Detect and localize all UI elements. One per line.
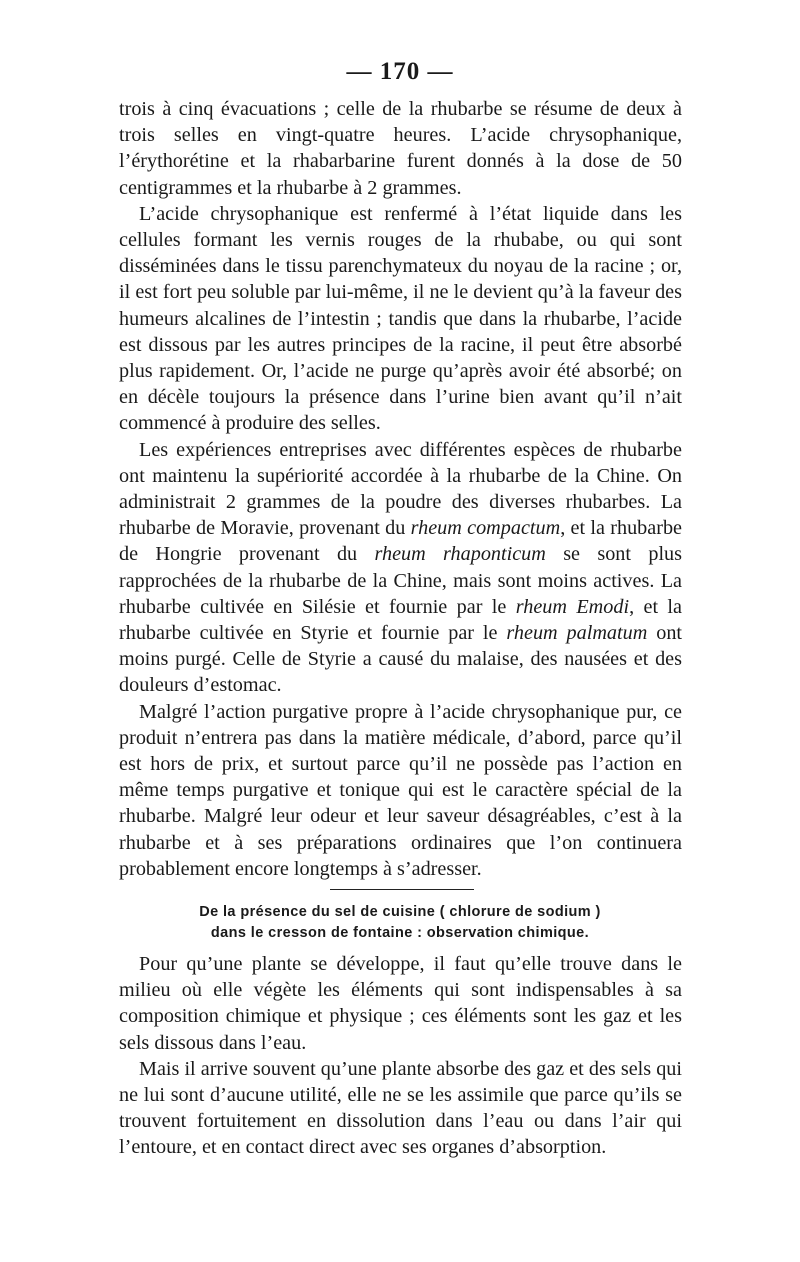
paragraph-3-text-e: ont moins purgé. Celle de Styrie a causé du malaise, des nausées et des douleurs d’estomac. [119, 622, 683, 697]
page-number: — 170 — [346, 58, 454, 85]
species-rheum-rhaponticum: rheum rhaponticum [374, 543, 546, 566]
section-paragraph-1: Pour qu’une plante se développe, il faut qu’elle trouve dans le milieu où elle végète les éléments qui sont indispensables à sa composition chimique et physique ; ces éléments sont les gaz et les sels dissous dans l’eau. [119, 953, 682, 1054]
paragraph-3-text-a: Les expériences entreprises avec différentes espèces de rhubarbe ont maintenu la supériorité accordée à la rhubarbe de la Chine. On administrait 2 grammes de la poudre des diverses rhubarbes. La rhubarbe de Moravie, provenant du [119, 438, 682, 540]
section-text [119, 951, 682, 1161]
species-rheum-compactum: rheum compactum [410, 517, 561, 540]
paragraph-1: trois à cinq évacuations ; celle de la rhubarbe se résume de deux à trois selles en vingt-quatre heures. L’acide chrysophanique, l’érythorétine et la rhabarbarine furent donnés à la dose de 50 centigrammes et la rhubarbe à 2 grammes. [119, 98, 682, 199]
section-heading [110, 902, 690, 944]
species-rheum-palmatum: rheum palmatum [506, 622, 648, 645]
paragraph-3-text-b: , et la rhubarbe de Hongrie provenant du [119, 517, 682, 566]
species-rheum-emodi: rheum Emodi [515, 595, 630, 618]
section-heading-line-1: De la présence du sel de cuisine ( chlorure de sodium ) [199, 904, 601, 920]
main-text [119, 96, 682, 882]
section-divider [330, 889, 474, 890]
paragraph-2: L’acide chrysophanique est renfermé à l’état liquide dans les cellules formant les vernis rouges de la rhubabe, ou qui sont disséminées dans le tissu parenchymateux du noyau de la racine ; or, il est fort peu soluble par lui-même, il ne le devient qu’à la faveur des humeurs alcalines de l’intestin ; tandis que dans la rhubarbe, l’acide est dissous par les autres principes de la racine, il peut être absorbé plus rapidement. Or, l’acide ne purge qu’après avoir été absorbé; on en décèle toujours la présence dans l’urine bien avant qu’il n’ait commencé à produire des selles. [119, 202, 682, 435]
paragraph-3-text-d: , et la rhubarbe cultivée en Styrie et fournie par le [119, 595, 683, 645]
paragraph-4: Malgré l’action purgative propre à l’acide chrysophanique pur, ce produit n’entrera pas dans la matière médicale, d’abord, parce qu’il est hors de prix, et surtout parce qu’il ne possède pas l’action en même temps purgative et tonique qui est le caractère spécial de la rhubarbe. Malgré leur odeur et leur saveur désagréables, c’est à la rhubarbe et à ses préparations ordinaires que l’on continuera probablement encore longtemps à s’adresser. [119, 700, 682, 880]
paragraph-3-text-c: se sont plus rapprochées de la rhubarbe de la Chine, mais sont moins actives. La rhubarbe cultivée en Silésie et fournie par le [119, 543, 683, 618]
section-paragraph-2: Mais il arrive souvent qu’une plante absorbe des gaz et des sels qui ne lui sont d’aucune utilité, elle ne se les assimile que parce qu’ils se trouvent fortuitement en dissolution dans l’eau ou dans l’air qui l’entoure, et en contact direct avec ses organes d’absorption. [119, 1057, 682, 1159]
section-heading-line-2: dans le cresson de fontaine : observation chimique. [210, 925, 590, 941]
paragraph-3 [119, 437, 682, 699]
